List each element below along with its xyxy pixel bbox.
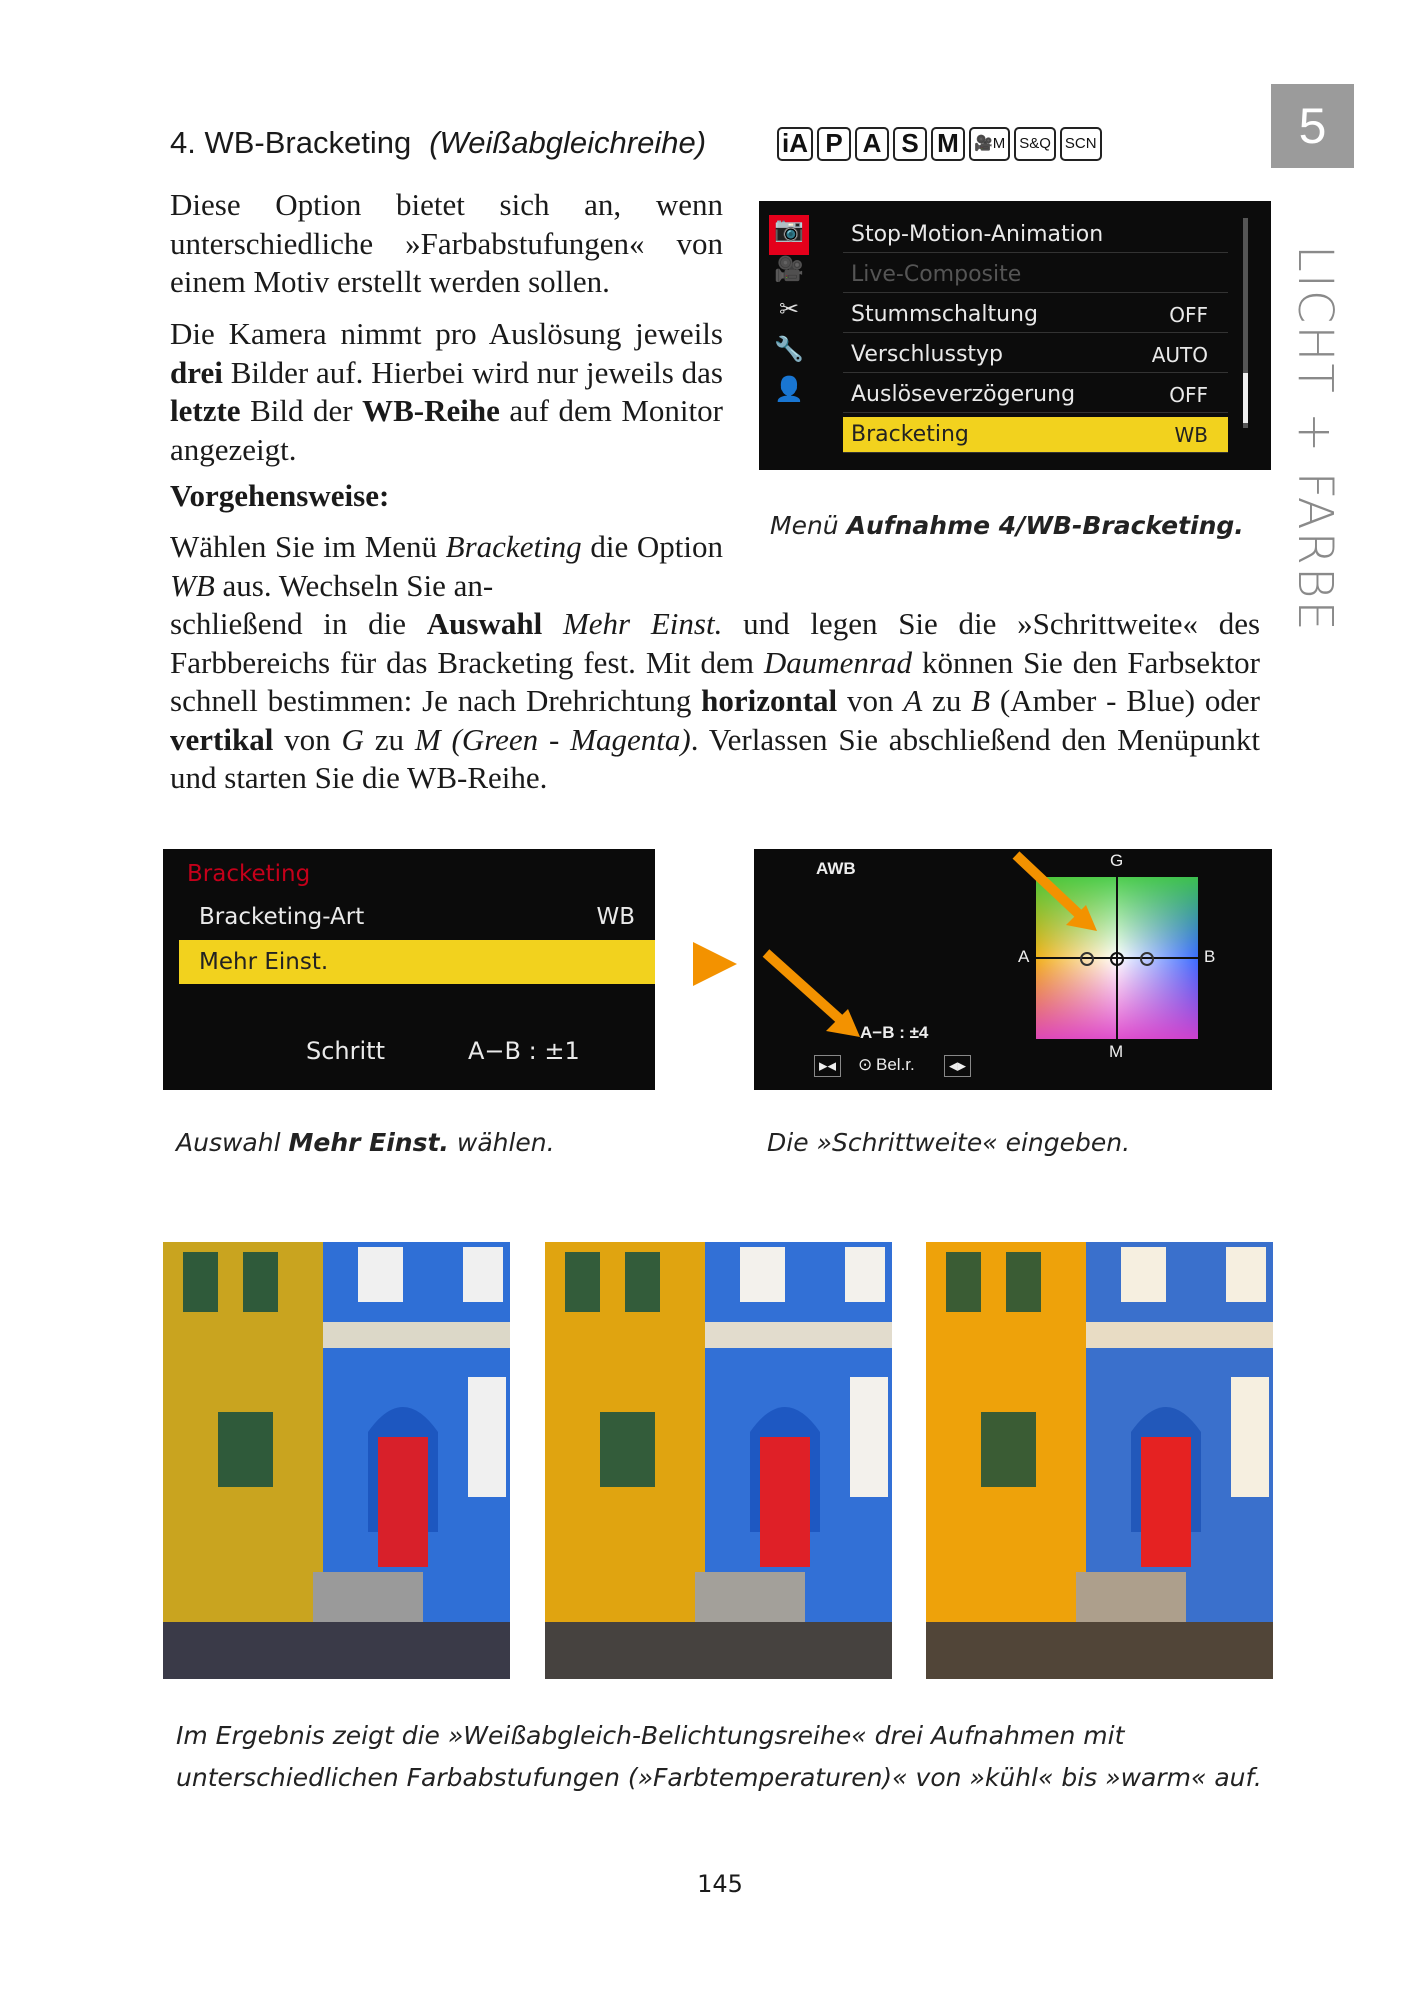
caption-photos: Im Ergebnis zeigt die »Weißabgleich-Belichtungsreihe« drei Aufnahmen mit unterschiedlichen Farbabstufungen (»Farbtemperaturen)« von »kühl« bis »warm« auf.: [176, 1721, 1262, 1792]
wb-left-right-icon: ▸◂: [814, 1055, 841, 1077]
menu-row-stop-motion: Stop-Motion-Animation: [843, 217, 1228, 253]
awb-label: AWB: [816, 859, 856, 878]
chapter-number-tab: 5: [1271, 84, 1354, 168]
wb-a-label: A: [1018, 947, 1030, 966]
step-value: A−B : ±1: [468, 1037, 580, 1065]
camera-menu-screenshot: [759, 201, 1271, 470]
mode-p-icon: P: [817, 127, 851, 161]
menu-row-shutter-delay: Auslöseverzögerung OFF: [843, 377, 1228, 413]
mode-a-icon: A: [855, 127, 889, 161]
caption-step-width: Die »Schrittweite« eingeben.: [767, 1128, 1131, 1157]
wb-m-label: M: [1109, 1042, 1124, 1061]
wb-b-label: B: [1204, 947, 1216, 966]
menu-row-bracketing: Bracketing WB: [843, 417, 1228, 453]
step-label: Schritt: [306, 1037, 385, 1065]
heading-main: 4. WB-Bracketing: [170, 125, 412, 160]
wb-bel-label: Bel.r.: [876, 1055, 915, 1074]
mode-movie-m-icon: 🎥M: [969, 127, 1010, 161]
mode-icons-row: [777, 127, 1102, 161]
wrench-icon: 🔧: [774, 335, 804, 363]
paragraph-steps-cont: schließend in die Auswahl Mehr Einst. und legen Sie die »Schrittweite« des Farbbereichs für das Bracketing fest. Mit dem Daumenrad können Sie den Farbsektor schnell bestimmen: Je nach Drehrichtung horizontal von A zu B (Amber - Blue) oder vertikal von G zu M (Green - Magenta). Verlassen Sie abschließend den Menüpunkt und starten Sie die WB-Reihe.: [170, 606, 1261, 795]
camera-icon: 📷: [769, 215, 809, 255]
bracketing-title: Bracketing: [187, 861, 311, 887]
bracketing-type-row: Bracketing-Art WB: [199, 904, 635, 930]
orange-arrows: [754, 849, 1272, 1090]
page-number: 145: [697, 1870, 743, 1898]
mode-m-icon: M: [931, 127, 965, 161]
menu-row-shutter-type: Verschlusstyp AUTO: [843, 337, 1228, 373]
menu-icon-column: [769, 215, 809, 415]
menu-row-silent: Stummschaltung OFF: [843, 297, 1228, 333]
wb-arrows-icon: ◂▸: [944, 1055, 971, 1077]
dial-icon: ⊙: [858, 1055, 873, 1074]
heading-sub: (Weißabgleichreihe): [429, 125, 707, 160]
wb-g-label: G: [1110, 851, 1124, 870]
person-icon: 👤: [774, 375, 804, 403]
chapter-title-text: LICHT + FARBE: [1287, 245, 1343, 633]
bracketing-screenshot: [163, 849, 655, 1090]
play-arrow-icon: [693, 942, 737, 986]
wb-adjust-screenshot: [754, 849, 1272, 1090]
photo-warm: [926, 1242, 1273, 1679]
section-heading: [170, 125, 706, 161]
custom-icon: ✂: [778, 295, 800, 323]
more-settings-row: Mehr Einst.: [179, 940, 655, 984]
paragraph-intro: Diese Option bietet sich an, wenn unterschiedliche »Farbabstufungen« von einem Motiv erstellt werden sollen.: [170, 187, 723, 299]
caption-menu: Menü Aufnahme 4/WB-Bracketing.: [770, 511, 1244, 540]
caption-more-settings: Auswahl Mehr Einst. wählen.: [176, 1128, 555, 1157]
mode-s-icon: S: [893, 127, 927, 161]
photo-cool: [163, 1242, 510, 1679]
chapter-side-title: [1270, 245, 1360, 633]
menu-scrollbar: [1243, 218, 1248, 428]
mode-sq-icon: S&Q: [1014, 127, 1056, 161]
wb-step-value: A−B : ±4: [860, 1023, 929, 1042]
paragraph-steps-start: Wählen Sie im Menü Bracketing die Option WB aus. Wechseln Sie an-: [170, 529, 723, 603]
steps-heading: Vorgehensweise:: [170, 478, 390, 513]
mode-intelligent-auto-icon: iA: [777, 127, 813, 161]
video-icon: 🎥: [774, 255, 804, 283]
photo-neutral: [545, 1242, 892, 1679]
menu-scroll-thumb: [1243, 373, 1248, 423]
menu-row-live-composite: Live-Composite: [843, 257, 1228, 293]
paragraph-shots: Die Kamera nimmt pro Auslösung jeweils drei Bilder auf. Hierbei wird nur jeweils das letzte Bild der WB-Reihe auf dem Monitor angezeigt.: [170, 316, 723, 467]
mode-scn-icon: SCN: [1060, 127, 1102, 161]
